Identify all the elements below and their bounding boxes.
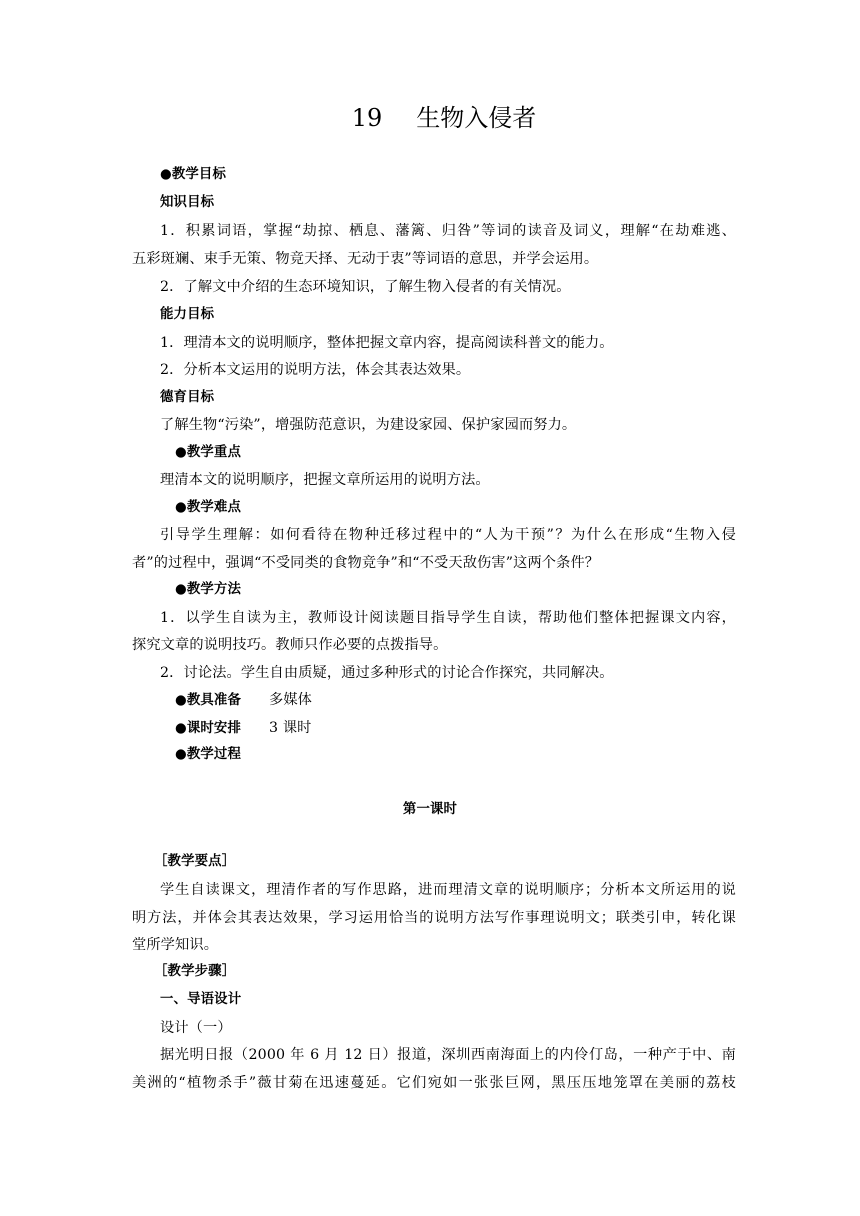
paragraph-line: 1．以学生自读为主，教师设计阅读题目指导学生自读，帮助他们整体把握课文内容，	[160, 610, 736, 626]
subheading-intro-design: 一、导语设计	[160, 992, 242, 1007]
paragraph-line: 美洲的“植物杀手”薇甘菊在迅速蔓延。它们宛如一张张巨网，黑压压地笼罩在美丽的荔枝	[132, 1075, 736, 1091]
paragraph-line: 1．积累词语，掌握“劫掠、栖息、藩篱、归咎”等词的读音及词义，理解“在劫难逃、	[160, 223, 736, 239]
paragraph-line: 1．理清本文的说明顺序，整体把握文章内容，提高阅读科普文的能力。	[160, 335, 614, 351]
subheading-ability-goals: 能力目标	[160, 307, 215, 322]
paragraph-line: 据光明日报（2000 年 6 月 12 日）报道，深圳西南海面上的内伶仃岛，一种产于中、南	[160, 1047, 736, 1063]
paragraph-line: 2．分析本文运用的说明方法，体会其表达效果。	[160, 362, 471, 378]
paragraph-line: 明方法，并体会其表达效果，学习运用恰当的说明方法写作事理说明文；联类引申，转化课	[132, 910, 736, 926]
paragraph-line: 探究文章的说明技巧。教师只作必要的点拨指导。	[132, 637, 448, 653]
session-heading-first: 第一课时	[402, 802, 458, 817]
paragraph-line: 五彩斑斓、束手无策、物竞天择、无动于衷”等词语的意思，并学会运用。	[132, 251, 599, 267]
paragraph-line: 引导学生理解：如何看待在物种迁移过程中的“人为干预”？为什么在形成“生物入侵	[160, 527, 736, 543]
subheading-key-points-bracket: ［教学要点］	[154, 854, 236, 869]
subheading-moral-goals: 德育目标	[160, 390, 215, 405]
paragraph-line: 者”的过程中，强调“不受同类的食物竞争”和“不受天敌伤害”这两个条件？	[132, 555, 600, 571]
subheading-steps-bracket: ［教学步骤］	[154, 964, 236, 979]
section-heading-key-points: ●教学重点	[175, 445, 241, 460]
lesson-title: 生物入侵者	[416, 104, 537, 132]
paragraph-line: 2．了解文中介绍的生态环境知识，了解生物入侵者的有关情况。	[160, 279, 571, 295]
class-hours-value: 3 课时	[269, 720, 312, 736]
lesson-number: 19	[351, 104, 383, 132]
subheading-knowledge-goals: 知识目标	[160, 195, 215, 210]
paragraph-line: 设计（一）	[160, 1020, 232, 1036]
paragraph-line: 堂所学知识。	[132, 937, 219, 953]
section-heading-methods: ●教学方法	[175, 582, 241, 597]
section-heading-difficulties: ●教学难点	[175, 500, 241, 515]
teaching-aids-row	[175, 686, 779, 714]
paragraph-line: 2．讨论法。学生自由质疑，通过多种形式的讨论合作探究，共同解决。	[160, 665, 614, 681]
section-heading-process: ●教学过程	[175, 747, 241, 762]
class-hours-row	[175, 714, 779, 742]
class-hours-label: ●课时安排	[175, 721, 241, 736]
paragraph-line: 理清本文的说明顺序，把握文章所运用的说明方法。	[160, 472, 490, 488]
page-title	[0, 98, 860, 138]
teaching-aids-value: 多媒体	[269, 692, 313, 708]
section-heading-teaching-objectives: ●教学目标	[160, 167, 226, 182]
paragraph-line: 了解生物“污染”，增强防范意识，为建设家园、保护家园而努力。	[160, 417, 577, 433]
teaching-aids-label: ●教具准备	[175, 693, 241, 708]
paragraph-line: 学生自读课文，理清作者的写作思路，进而理清文章的说明顺序；分析本文所运用的说	[160, 882, 736, 898]
